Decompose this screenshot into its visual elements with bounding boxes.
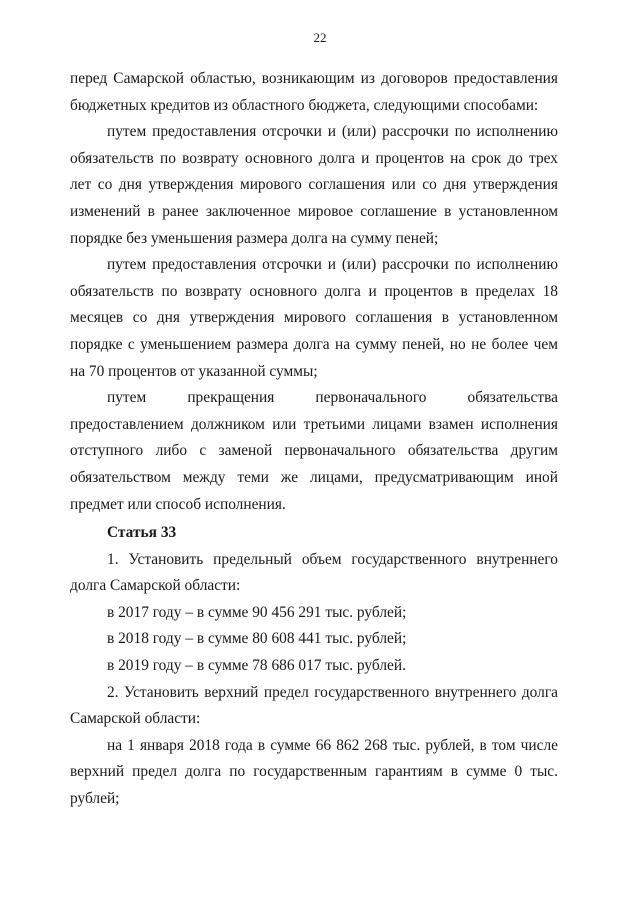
article-item-2: 2. Установить верхний предел государственного внутреннего долга Самарской области:: [70, 683, 558, 728]
paragraph-deferral-18-months: путем предоставления отсрочки и (или) рассрочки по исполнению обязательств по возврату основного долга и процентов в пределах 18 месяцев со дня утверждения мирового соглашения в установленном порядке с уменьшением размера долга на сумму пеней, но не более чем на 70 процентов от указанной суммы;: [70, 256, 558, 380]
document-body: [70, 66, 558, 813]
paragraph-termination: путем прекращения первоначального обязательства предоставлением должником или третьими лицами взамен исполнения отступного либо с заменой первоначального обязательства другим обязательством между теми же лицами, предусматривающим иной предмет или способ исполнения.: [70, 389, 558, 513]
page-number: 22: [313, 30, 327, 45]
article-heading: Статья 33: [107, 524, 177, 542]
debt-limit-2018: в 2018 году – в сумме 80 608 441 тыс. рублей;: [107, 630, 407, 648]
debt-limit-2017: в 2017 году – в сумме 90 456 291 тыс. рублей;: [107, 603, 407, 621]
article-item-1: 1. Установить предельный объем государственного внутреннего долга Самарской области:: [70, 550, 558, 595]
debt-limit-2019: в 2019 году – в сумме 78 686 017 тыс. рублей.: [107, 657, 406, 675]
upper-limit-jan-2018: на 1 января 2018 года в сумме 66 862 268 тыс. рублей, в том числе верхний предел долга по государственным гарантиям в сумме 0 тыс. рублей;: [70, 736, 558, 808]
paragraph-deferral-3-years: путем предоставления отсрочки и (или) рассрочки по исполнению обязательств по возврату основного долга и процентов на срок до трех лет со дня утверждения мирового соглашения или со дня утверждения изменений в ранее заключенное мировое соглашение в установленном порядке без уменьшения размера долга на сумму пеней;: [70, 123, 558, 247]
paragraph-intro: перед Самарской областью, возникающим из договоров предоставления бюджетных кредитов из областного бюджета, следующими способами:: [70, 70, 558, 114]
